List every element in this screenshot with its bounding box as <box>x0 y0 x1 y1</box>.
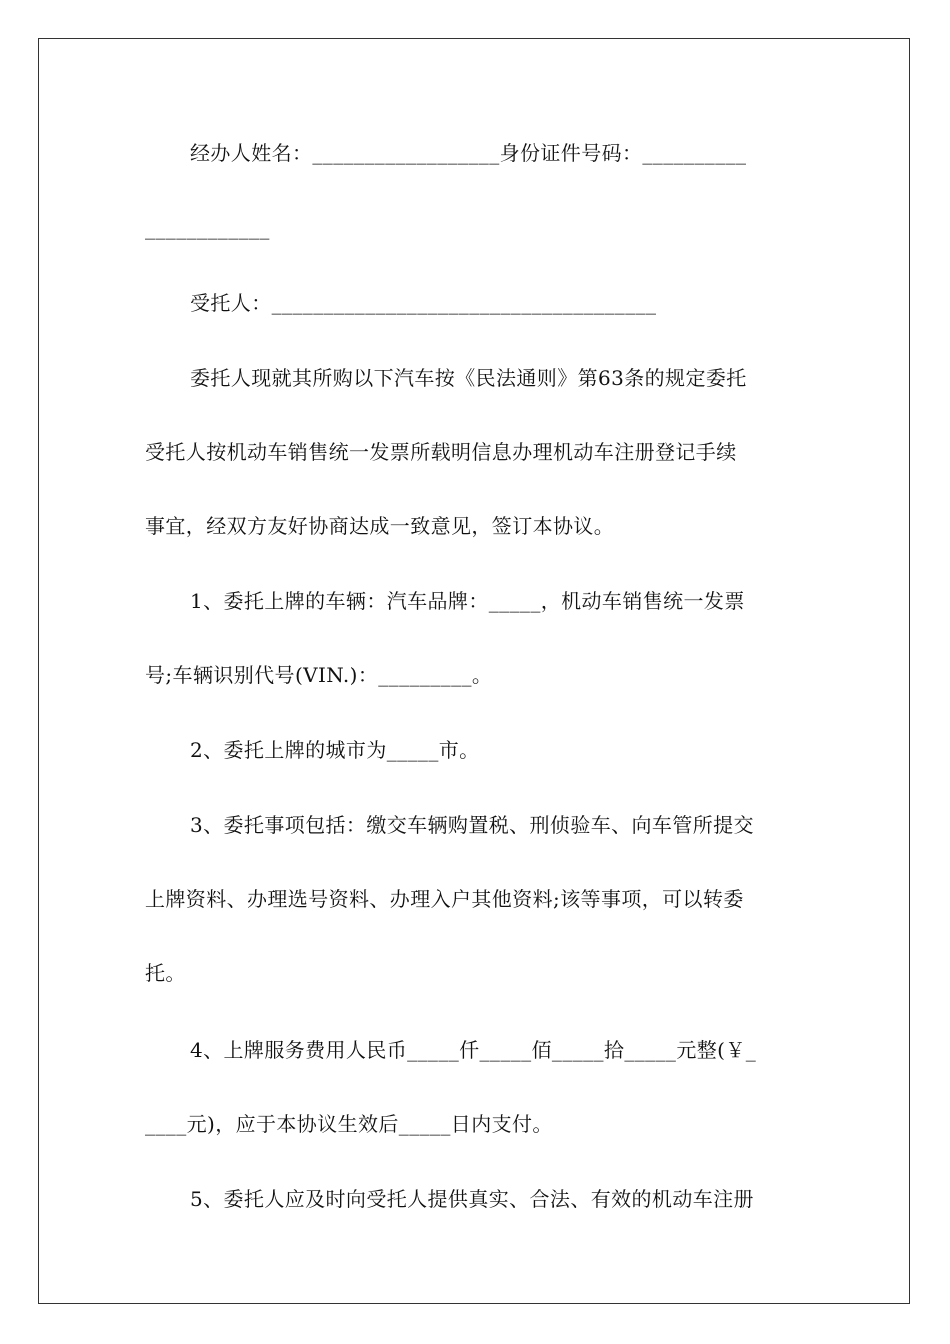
paragraph-intro-line-2: 受托人按机动车销售统一发票所载明信息办理机动车注册登记手续 <box>145 440 737 464</box>
clause-4-line-2: ____元)，应于本协议生效后_____日内支付。 <box>145 1112 553 1136</box>
id-number-continuation: ____________ <box>145 216 270 240</box>
clause-5-line-1: 5、委托人应及时向受托人提供真实、合法、有效的机动车注册 <box>190 1187 754 1211</box>
clause-1-line-1: 1、委托上牌的车辆：汽车品牌：_____，机动车销售统一发票 <box>190 589 745 613</box>
clause-4-line-1: 4、上牌服务费用人民币_____仟_____佰_____拾_____元整(￥_ <box>190 1038 757 1062</box>
clause-2-line: 2、委托上牌的城市为_____市。 <box>190 738 480 762</box>
trustee-line: 受托人：_____________________________________ <box>190 291 657 315</box>
clause-1-line-2: 号;车辆识别代号(VIN.)：_________。 <box>145 663 493 687</box>
paragraph-intro-line-3: 事宜，经双方友好协商达成一致意见，签订本协议。 <box>145 514 615 538</box>
paragraph-intro-line-1: 委托人现就其所购以下汽车按《民法通则》第63条的规定委托 <box>190 366 747 390</box>
clause-3-line-2: 上牌资料、办理选号资料、办理入户其他资料;该等事项，可以转委 <box>145 887 744 911</box>
clause-3-line-3: 托。 <box>145 961 186 985</box>
agent-name-line: 经办人姓名：__________________身份证件号码：__________ <box>190 141 747 165</box>
clause-3-line-1: 3、委托事项包括：缴交车辆购置税、刑侦验车、向车管所提交 <box>190 813 754 837</box>
